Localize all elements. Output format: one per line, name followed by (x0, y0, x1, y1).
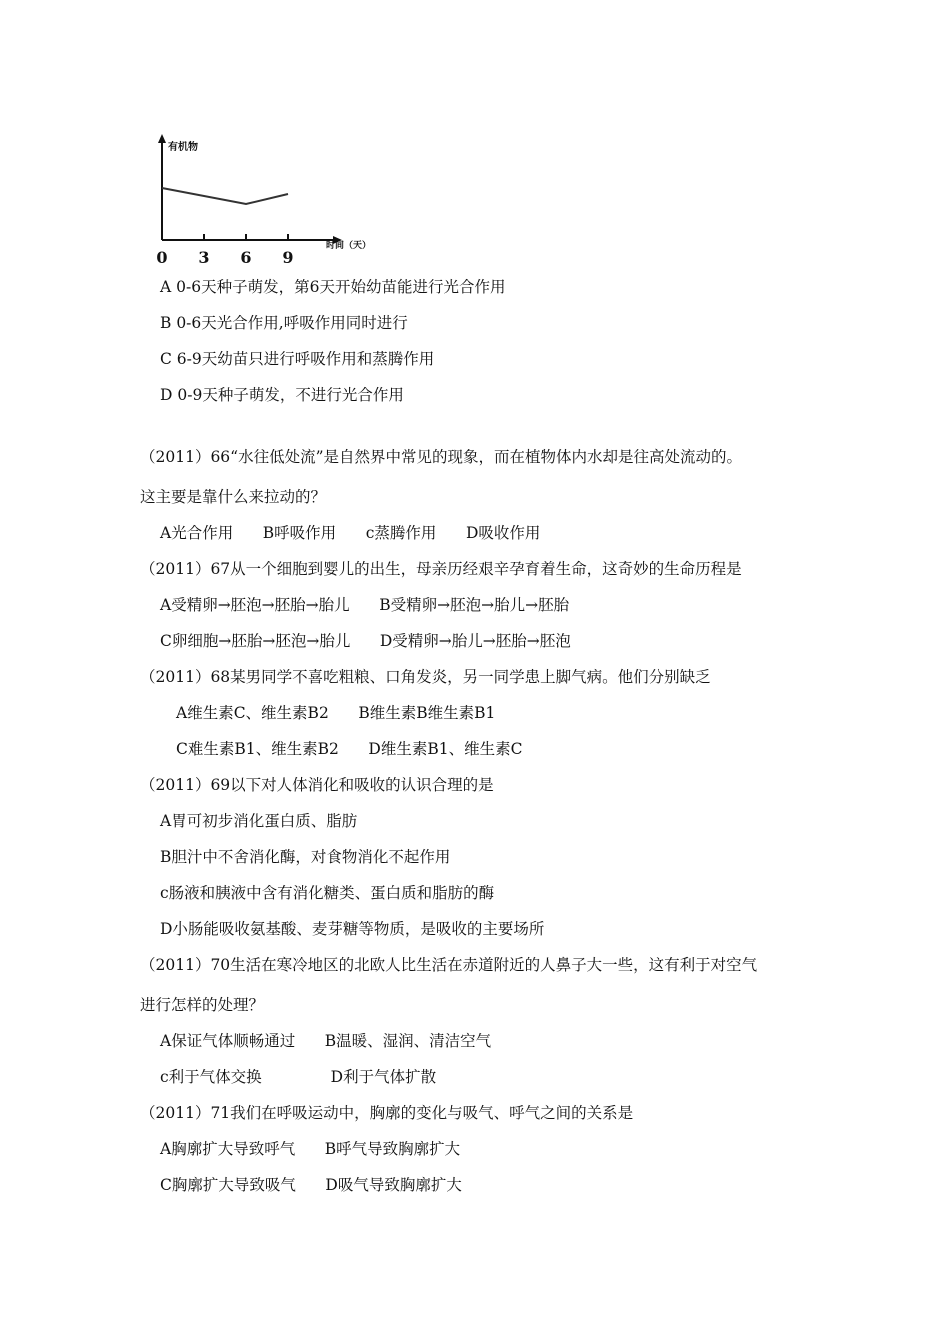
q70-stem-line2: 进行怎样的处理？ (140, 996, 265, 1014)
q66-stem-line2: 这主要是靠什么来拉动的？ (140, 488, 327, 506)
q68-stem: （2011）68某男同学不喜吃粗粮、口角发炎，另一同学患上脚气病。他们分别缺乏 (140, 668, 711, 686)
q71-options-row1: A胸廓扩大导致呼气 B呼气导致胸廓扩大 (160, 1140, 461, 1158)
q69-option-b: B胆汁中不舍消化酶，对食物消化不起作用 (160, 848, 451, 866)
organic-matter-line (162, 188, 288, 204)
x-tick-label: 9 (282, 248, 294, 267)
q71-stem: （2011）71我们在呼吸运动中，胸廓的变化与吸气、呼气之间的关系是 (140, 1104, 634, 1122)
q66-stem-line1: （2011）66“水往低处流”是自然界中常见的现象，而在植物体内水却是往高处流动的。 (140, 448, 743, 466)
q70-options-row2: c利于气体交换 D利于气体扩散 (160, 1068, 437, 1086)
q67-options-row2: C卵细胞→胚胎→胚泡→胎儿 D受精卵→胎儿→胚胎→胚泡 (160, 632, 571, 650)
y-axis-label: 有机物 (168, 142, 198, 153)
x-axis-label: 时间（天） (326, 241, 372, 251)
q66-options: A光合作用 B呼吸作用 c蒸腾作用 D吸收作用 (160, 524, 541, 542)
q67-stem: （2011）67从一个细胞到婴儿的出生，母亲历经艰辛孕育着生命，这奇妙的生命历程是 (140, 560, 742, 578)
q69-option-d: D小肠能吸收氨基酸、麦芽糖等物质，是吸收的主要场所 (160, 920, 545, 938)
q65-option-b: B 0-6天光合作用,呼吸作用同时进行 (160, 314, 408, 332)
x-tick-label: 6 (240, 248, 252, 267)
x-tick-label: 3 (198, 248, 210, 267)
q67-options-row1: A受精卵→胚泡→胚胎→胎儿 B受精卵→胚泡→胎儿→胚胎 (160, 596, 570, 614)
q65-option-c: C 6-9天幼苗只进行呼吸作用和蒸腾作用 (160, 350, 435, 368)
q71-options-row2: C胸廓扩大导致吸气 D吸气导致胸廓扩大 (160, 1176, 462, 1194)
x-tick-label: 0 (156, 248, 168, 267)
q68-options-row2: C难生素B1、维生素B2 D维生素B1、维生素C (176, 740, 523, 758)
y-axis-arrow (158, 134, 166, 143)
q65-option-a: A 0-6天种子萌发，第6天开始幼苗能进行光合作用 (160, 278, 506, 296)
q69-stem: （2011）69以下对人体消化和吸收的认识合理的是 (140, 776, 494, 794)
q69-option-c: c肠液和胰液中含有消化糖类、蛋白质和脂肪的酶 (160, 884, 495, 902)
q68-options-row1: A维生素C、维生素B2 B维生素B维生素B1 (176, 704, 496, 722)
q70-stem-line1: （2011）70生活在寒冷地区的北欧人比生活在赤道附近的人鼻子大一些，这有利于对空气 (140, 956, 758, 974)
organic-matter-chart (140, 128, 372, 268)
q70-options-row1: A保证气体顺畅通过 B温暖、湿润、清洁空气 (160, 1032, 492, 1050)
q65-option-d: D 0-9天种子萌发，不进行光合作用 (160, 386, 404, 404)
q69-option-a: A胃可初步消化蛋白质、脂肪 (160, 812, 358, 830)
